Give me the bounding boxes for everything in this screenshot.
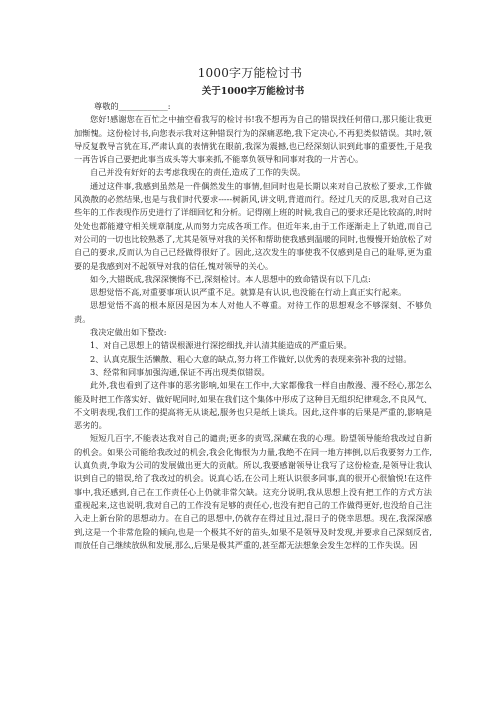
paragraph: 通过这件事,我感到虽然是一件偶然发生的事情,但同时也是长期以来对自己放松了要求,工作做风涣散的必然结果,也是与我们时代要求-----树新风,讲文明,背道而行。经过几天的反思,我对自己这些年的工作表现作历史进行了详细回忆和分析。记得刚上班的时候,我自己的要求还是比较高的,时时处处也都能遵守相关规章制度,从而努力完成各项工作。但近年来,由于工作逐渐走上了轨道,而自己对公司的一切也比较熟悉了,尤其是领导对我的关怀和帮助使我感到温暖的同时,也慢慢开始放松了对自己的要求,反而认为自己已经做得很好了。因此,这次发生的事使我不仅感到是自己的耻辱,更为重要的是我感到对不起领导对我的信任,愧对领导的关心。 bbox=[74, 180, 432, 271]
list-item: 1、对自己思想上的错误根源进行深挖细找,并认清其能造成的严重后果。 bbox=[90, 340, 352, 351]
paragraph: 自己并没有好好的去考虑我现在的责任,造成了工作的失误。 bbox=[90, 167, 306, 178]
paragraph: 您好!感谢您在百忙之中抽空看我写的检讨书!我不想再为自己的错误找任何借口,那只能让我更加惭愧。这份检讨书,向您表示我对这种错误行为的深痛恶绝,我下定决心,不再犯类似错误。其时,领导反复教导言犹在耳,严肃认真的表情犹在眼前,我深为震撼,也已经深刻认识到此事的重要性,于是我一再告诉自己要把此事当成头等大事来抓,不能辜负领导和同事对我的一片苦心。 bbox=[74, 114, 432, 165]
list-item: 3、经常和同事加强沟通,保证不再出现类似错误。 bbox=[90, 366, 270, 377]
paragraph: 思想觉悟不高,对重要事项认识严重不足。就算是有认识,也没能在行动上真正实行起来。 bbox=[90, 287, 407, 298]
paragraph: 我决定做出如下整改: bbox=[90, 327, 167, 338]
paragraph: 短短几百字,不能表达我对自己的谴责;更多的责骂,深藏在我的心理。盼望领导能给我改过自新的机会。如果公司能给我改过的机会,我会化悔恨为力量,我绝不在同一地方摔倒,以后我要努力工作,认真负责,争取为公司的发展做出更大的贡献。所以,我要感谢领导让我写了这份检查,是领导让我认识到自己的错误,给了我改过的机会。说真心话,在公司上班认识很多同事,真的很开心很愉悦!在这件事中,我还感到,自己在工作责任心上仍就非常欠缺。这充分说明,我从思想上没有把工作的方式方法重视起来,这也说明,我对自己的工作没有足够的责任心,也没有把自己的工作做得更好,也没给自己注入走上新台阶的思想动力。在自己的思想中,仍就存在得过且过,混日子的侥幸思想。现在,我深深感到,这是一个非常危险的倾向,也是一个极其不好的苗头,如果不是领导及时发现,并要求自己深刻反省,而放任自己继续放纵和发展,那么,后果是极其严重的,甚至都无法想象会发生怎样的工作失误。因 bbox=[74, 433, 432, 550]
salutation: 尊敬的____________: bbox=[94, 101, 171, 111]
document-title: 1000字万能检讨书 bbox=[197, 66, 303, 80]
document-subtitle: 关于1000字万能检讨书 bbox=[201, 86, 305, 97]
paragraph: 思想觉悟不高的根本原因是因为本人对他人不尊重。对待工作的思想观念不够深刻、不够负责。 bbox=[74, 300, 432, 324]
list-item: 2、认真克服生活懒散、粗心大意的缺点,努力将工作做好,以优秀的表现来弥补我的过错。 bbox=[90, 353, 412, 364]
paragraph: 此外,我也看到了这件事的恶劣影响,如果在工作中,大家都像我一样自由散漫、漫不经心,那怎么能及时把工作落实好、做好呢同时,如果在我们这个集体中形成了这种目无组织纪律观念,不良风气、不文明表现,我们工作的提高将无从谈起,服务也只是纸上谈兵。因此,这件事的后果是严重的,影响是恶劣的。 bbox=[74, 380, 432, 431]
document-body bbox=[74, 86, 432, 552]
paragraph: 如今,大错既成,我深深懊悔不已,深刻检讨。本人思想中的致命错误有以下几点: bbox=[90, 273, 371, 284]
